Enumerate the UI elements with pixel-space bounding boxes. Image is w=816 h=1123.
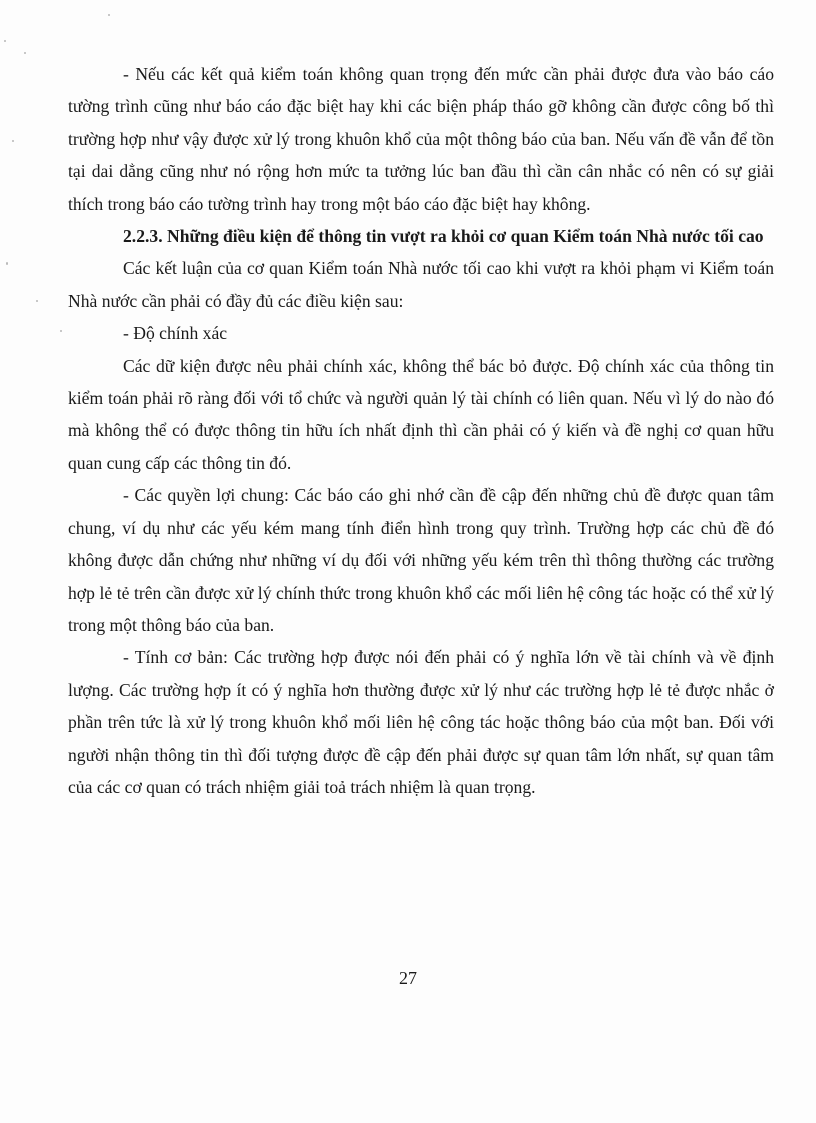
paragraph-common-interests: - Các quyền lợi chung: Các báo cáo ghi nhớ cần đề cập đến những chủ đề được quan tâm chung, ví dụ như các yếu kém mang tính điển hình trong quy trình. Trường hợp các chủ đề đó không được dẫn chứng như những ví dụ đối với những yếu kém trên thì thông thường các trường hợp lẻ tẻ trên cần được xử lý chính thức trong khuôn khổ các mối liên hệ công tác hoặc có thể xử lý trong một thông báo của ban. [68,485,774,635]
scan-speck [36,300,38,302]
body-text [68,58,774,803]
page-number: 27 [399,968,417,988]
paragraph-report-handling: - Nếu các kết quả kiểm toán không quan trọng đến mức cần phải được đưa vào báo cáo tường trình cũng như báo cáo đặc biệt hay khi các biện pháp tháo gỡ không cần được công bố thì trường hợp như vậy được xử lý trong khuôn khổ của một thông báo của ban. Nếu vấn đề vẫn để tồn tại dai dẳng cũng như nó rộng hơn mức ta tưởng lúc ban đầu thì cần cân nhắc có nên có sự giải thích trong báo cáo tường trình hay trong một báo cáo đặc biệt hay không. [68,64,774,214]
list-item-accuracy: - Độ chính xác [123,323,228,344]
paragraph-accuracy: Các dữ kiện được nêu phải chính xác, không thể bác bỏ được. Độ chính xác của thông tin kiểm toán phải rõ ràng đối với tổ chức và người quản lý tài chính có liên quan. Nếu vì lý do nào đó mà không thể có được thông tin hữu ích nhất định thì cần phải có ý kiến và đề nghị cơ quan hữu quan cung cấp các thông tin đó. [68,355,774,473]
paragraph-fundamentality: - Tính cơ bản: Các trường hợp được nói đến phải có ý nghĩa lớn về tài chính và về định lượng. Các trường hợp ít có ý nghĩa hơn thường được xử lý như các trường hợp lẻ tẻ được nhắc ở phần trên tức là xử lý trong khuôn khổ mối liên hệ công tác hoặc thông báo của một ban. Đối với người nhận thông tin thì đối tượng được đề cập đến phải được sự quan tâm lớn nhất, sự quan tâm của các cơ quan có trách nhiệm giải toả trách nhiệm là quan trọng. [68,647,774,797]
scan-speck [12,140,14,142]
scan-speck [108,14,110,16]
scan-speck [60,330,62,332]
scan-speck [6,262,8,265]
scan-speck [24,52,26,54]
paragraph-conditions-intro: Các kết luận của cơ quan Kiểm toán Nhà nước tối cao khi vượt ra khỏi phạm vi Kiểm toán Nhà nước cần phải có đầy đủ các điều kiện sau: [68,258,774,311]
scan-speck [4,40,6,42]
section-heading: 2.2.3. Những điều kiện để thông tin vượt ra khỏi cơ quan Kiểm toán Nhà nước tối cao [123,226,764,247]
